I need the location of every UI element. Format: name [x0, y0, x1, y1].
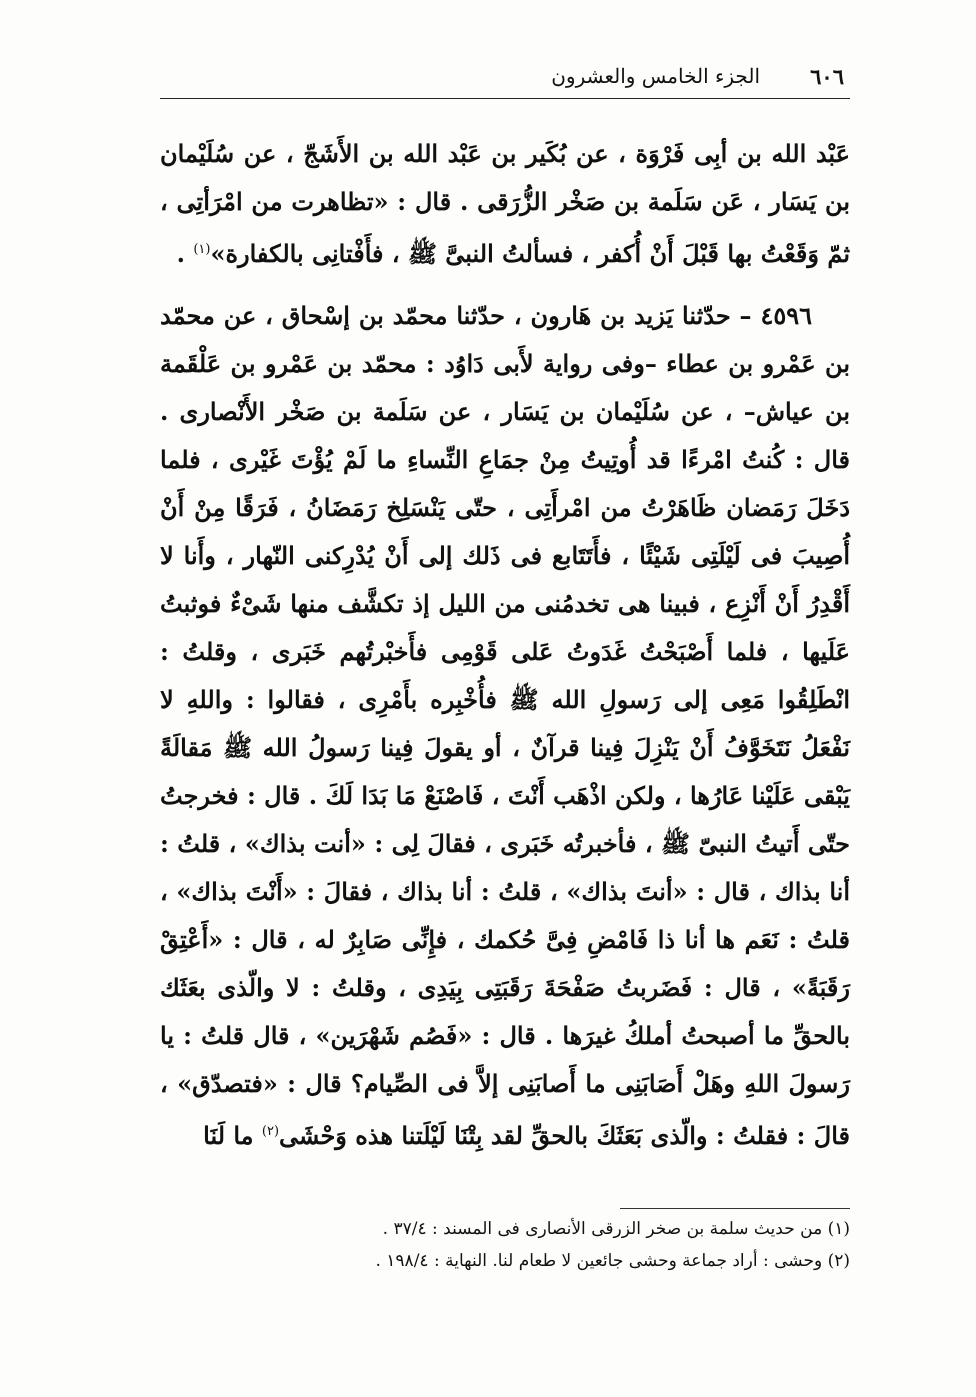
- footnote-1: (١) من حديث سلمة بن صخر الزرقى الأنصارى فى المسند : ٣٧/٤ .: [382, 1219, 850, 1239]
- paragraph-continuation: [160, 130, 850, 278]
- footnote-rule: [620, 1208, 850, 1209]
- header-rule: [160, 98, 850, 99]
- main-text: [160, 130, 850, 1160]
- footnote-marker-2: (٢): [261, 1124, 280, 1139]
- hadith-4596: [160, 292, 850, 1160]
- paragraph-1-end: .: [176, 239, 194, 268]
- footnotes: [160, 1213, 850, 1277]
- footnote-marker-1: (١): [193, 242, 211, 257]
- paragraph-2-text: ٤٥٩٦ – حدّثنا يَزيد بن هَارون ، حدّثنا محمّد بن إسْحاق ، عن محمّد بن عَمْرو بن عطاء –وفى رواية لأَبى دَاوُد : محمّد بن عَمْرو بن عَلْقَمة بن عياش– ، عن سُلَيْمان بن يَسَار ، عن سَلَمة بن صَخْر الأَنْصارى . قال : كُنتُ امْرءًا قد أُوتِيتُ مِنْ جمَاعِ النِّساءِ ما لَمْ يُؤْتَ غَيْرى ، فلما دَخَلَ رَمَضان ظَاهَرْتُ من امْرأَتِى ، حتّى يَنْسَلِخ رَمَضَانُ ، فَرَقًا مِنْ أَنْ أُصِيبَ فى لَيْلَتِى شَيْئًا ، فأَتَتَابع فى ذَلك إلى أَنْ يُدْرِكنى النّهار ، وأَنا لا أَقْدِرُ أَنْ أَنْزِع ، فبينا هى تخدمُنى من الليل إذ تكشَّف منها شَىْءٌ فوثبتُ عَلَيها ، فلما أَصْبَحْتُ غَدَوتُ عَلى قَوْمِى فأَخبْرتُهم خَبَرى ، وقلتُ : انْطَلِقُوا مَعِى إلى رَسولِ الله ﷺ فأُخْبِره بأَمْرِى ، فقالوا : واللهِ لا نَفْعَلُ نَتَخَوَّفُ أَنْ يَنْزِلَ فِينا قرآنٌ ، أو يقولَ فِينا رَسولُ الله ﷺ مَقالَةً يَبْقى عَلَيْنا عَارُها ، ولكن اذْهَب أَنْتَ ، فَاصْنَعْ مَا بَدَا لَكَ . قال : فخرجتُ حتّى أَتيتُ النبىّ ﷺ ، فأخبرتُه خَبَرى ، فقالَ لِى : «أنت بذاك» ، قلتُ : أنا بذاك ، قال : «أنتَ بذاك» ، قلتُ : أنا بذاك ، فقالَ : «أَنْتَ بذاك» ، قلتُ : نَعَم ها أنا ذا فَامْضِ فِىَّ حُكمك ، فإِنِّى صَابِرٌ له ، قال : «أَعْتِقْ رَقَبَةً» ، قال : فَضَربتُ صَفْحَةَ رَقَبَتِى بِيَدِى ، وقلتُ : لا والّذى بعَثَك بالحقِّ ما أصبحتُ أملكُ غيرَها . قال : «فَصُم شَهْرَين» ، قال قلتُ : يا رَسولَ اللهِ وهَلْ أَصَابَنِى ما أَصابَنِى إلاَّ فى الصِّيام؟ قال : «فتصدّق» ، قالَ : فقلتُ : والّذى بَعَثَكَ بالحقِّ لقد بِتْنَا لَيْلَتنا هذه وَحْشَى: [160, 301, 851, 1150]
- paragraph-2-end: ما لَنَا: [203, 1121, 262, 1150]
- page-number: ٦٠٦: [810, 64, 844, 89]
- footnote-2: (٢) وحشى : أراد جماعة وحشى جائعين لا طعام لنا. النهاية : ١٩٨/٤ .: [375, 1251, 850, 1271]
- running-title: الجزء الخامس والعشرون: [551, 64, 760, 88]
- page-header: [160, 58, 850, 96]
- paragraph-1-text: عَبْد الله بن أبِى فَرْوَة ، عن بُكَير بن عَبْد الله بن الأَشَجّ ، عن سُلَيْمان بن يَسَار ، عَن سَلَمة بن صَخْر الزُّرَقى . قال : «تظاهرت من امْرَأتِى ، ثمّ وَقَعْتُ بها قَبْلَ أَنْ أُكفر ، فسألتُ النبىَّ ﷺ ، فأَفْتانِى بالكفارة»: [160, 139, 850, 268]
